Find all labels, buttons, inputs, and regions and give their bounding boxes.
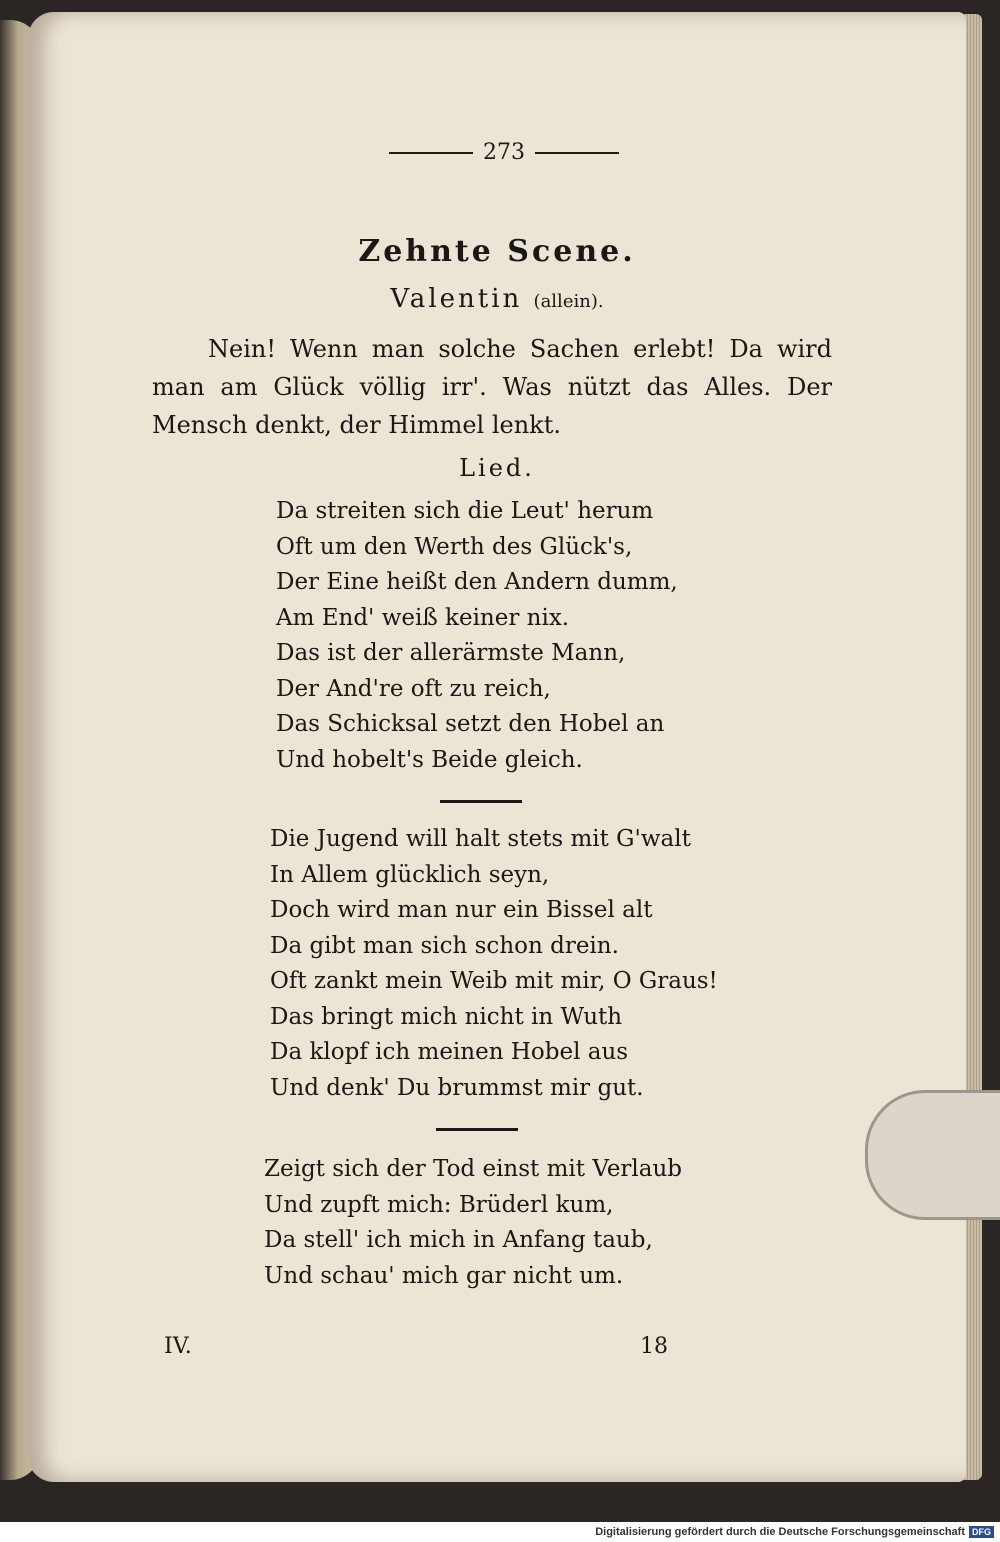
verse-line: Die Jugend will halt stets mit G'walt	[270, 826, 691, 852]
verse-line: Und hobelt's Beide gleich.	[276, 746, 583, 773]
credit-text: Digitalisierung gefördert durch die Deutsche Forschungsgemeinschaft	[595, 1526, 965, 1538]
verse-line: In Allem glücklich seyn,	[270, 861, 550, 888]
verse-line: Am End' weiß keiner nix.	[276, 604, 570, 631]
speaker-name: Valentin	[390, 284, 523, 314]
verse-line: Da stell' ich mich in Anfang taub,	[264, 1227, 653, 1253]
verse-line: Das bringt mich nicht in Wuth	[270, 1003, 623, 1030]
header-rule-right	[535, 152, 619, 154]
signature-mark: IV.	[164, 1334, 192, 1359]
stanza-3	[264, 1152, 682, 1294]
prose-text: Nein! Wenn man solche Sachen erlebt! Da wird man am Glück völlig irr'. Was nützt das Alles. Der Mensch denkt, der Himmel lenkt.	[152, 335, 832, 439]
verse-line: Da gibt man sich schon drein.	[270, 932, 619, 959]
prose-paragraph	[152, 330, 832, 444]
page-header	[384, 140, 624, 165]
stanza-divider	[440, 800, 522, 803]
verse-line: Oft um den Werth des Glück's,	[276, 533, 633, 560]
stage-direction: (allein).	[533, 291, 604, 312]
verse-line: Zeigt sich der Tod einst mit Verlaub	[264, 1156, 683, 1182]
header-rule-left	[389, 152, 473, 154]
dfg-logo: DFG	[969, 1526, 994, 1538]
verse-line: Oft zankt mein Weib mit mir, O Graus!	[270, 968, 718, 994]
page-tab-marker	[865, 1090, 1000, 1220]
verse-line: Der Eine heißt den Andern dumm,	[276, 569, 678, 595]
book-page	[28, 12, 966, 1482]
song-title: Lied.	[459, 454, 535, 482]
verse-line: Da klopf ich meinen Hobel aus	[270, 1039, 629, 1065]
sheet-number: 18	[640, 1334, 668, 1359]
verse-line: Der And're oft zu reich,	[276, 675, 551, 702]
verse-line: Das Schicksal setzt den Hobel an	[276, 711, 665, 737]
page-number: 273	[483, 140, 525, 165]
verse-line: Und zupft mich: Brüderl kum,	[264, 1191, 614, 1218]
verse-line: Und schau' mich gar nicht um.	[264, 1262, 624, 1289]
stanza-divider	[436, 1128, 518, 1131]
verse-line: Da streiten sich die Leut' herum	[276, 498, 654, 524]
stanza-2	[270, 822, 718, 1106]
speaker-line	[28, 284, 966, 314]
verse-line: Das ist der allerärmste Mann,	[276, 640, 626, 666]
stanza-1	[276, 494, 678, 778]
verse-line: Und denk' Du brummst mir gut.	[270, 1074, 644, 1101]
digitization-credit	[0, 1522, 1000, 1542]
scene-title: Zehnte Scene.	[358, 234, 636, 269]
verse-line: Doch wird man nur ein Bissel alt	[270, 897, 653, 923]
